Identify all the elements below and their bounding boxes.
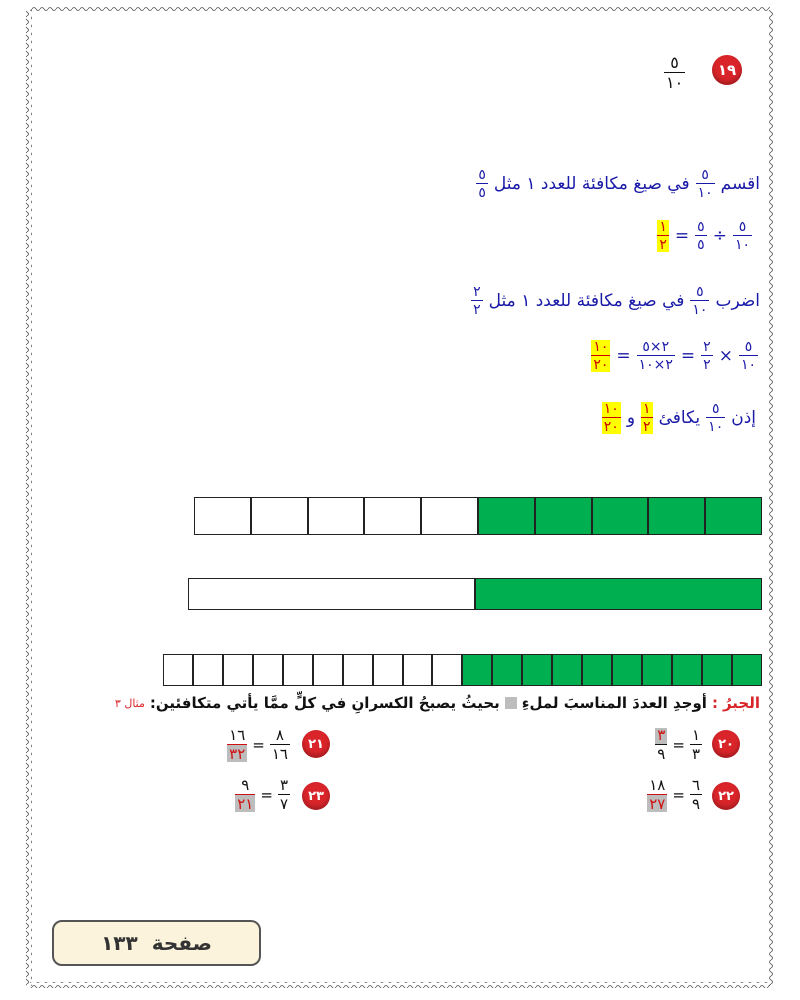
bar-cell-empty (251, 497, 308, 535)
equation-multiply: $\frac{٥}{١٠}$ × $\frac{٢}{٢}$ = $\frac{٢\times ٥}{٢\times ١٠}$ = $\frac{١٠}{٢٠}$ (593, 339, 756, 373)
bar-cell-empty (193, 654, 223, 686)
page-number: ١٣٣ (101, 931, 138, 955)
page-label: صفحة (151, 931, 212, 955)
bar-cell-empty (223, 654, 253, 686)
bar-cell-shaded (642, 654, 672, 686)
example-ref: مثال ٣ (114, 696, 145, 710)
fraction-bar-twentieths (163, 654, 762, 686)
step2-line: اضرب $\frac{٥}{١٠}$ في صيغ مكافئة للعدد ١ مثل $\frac{٢}{٢}$ (473, 284, 760, 318)
exercise-22-badge: ٢٢ (712, 782, 740, 810)
page-number-box (52, 920, 261, 966)
bar-cell-shaded (552, 654, 582, 686)
bar-cell-shaded (732, 654, 762, 686)
bar-cell-shaded (492, 654, 522, 686)
bar-cell-shaded (705, 497, 762, 535)
bar-cell-shaded (535, 497, 592, 535)
exercise-23-badge: ٢٣ (302, 782, 330, 810)
bar-cell-shaded (612, 654, 642, 686)
bar-cell-shaded (478, 497, 535, 535)
bar-cell-shaded (475, 578, 762, 610)
problem-19-fraction: $\frac{٥}{١٠}$ (666, 53, 684, 92)
exercise-21-badge: ٢١ (302, 730, 330, 758)
bar-cell-empty (253, 654, 283, 686)
bar-cell-empty (373, 654, 403, 686)
bar-cell-empty (163, 654, 193, 686)
algebra-title: الجبرُ (722, 694, 760, 712)
step1-line: اقسم $\frac{٥}{١٠}$ في صيغ مكافئة للعدد ١ مثل $\frac{٥}{٥}$ (478, 167, 760, 201)
bar-cell-empty (313, 654, 343, 686)
bar-cell-empty (421, 497, 478, 535)
bar-cell-empty (188, 578, 475, 610)
algebra-instruction: الجبرُ : أوجدِ العددَ المناسبَ لملءِ بحيثُ يصبحُ الكسرانِ في كلٍّ ممَّا يأتي متكافئين: مثال ٣ (114, 694, 760, 712)
bar-cell-empty (194, 497, 251, 535)
bar-cell-shaded (592, 497, 649, 535)
exercise-22: $\frac{٦}{٩}$ = $\frac{١٨}{٢٧}$ (649, 776, 700, 813)
bar-cell-empty (283, 654, 313, 686)
fraction-bar-tenths (194, 497, 762, 535)
bar-cell-shaded (462, 654, 492, 686)
blank-square-icon (505, 697, 517, 709)
bar-cell-empty (403, 654, 433, 686)
bar-cell-shaded (702, 654, 732, 686)
bar-cell-shaded (522, 654, 552, 686)
exercise-21: $\frac{٨}{١٦}$ = $\frac{١٦}{٣٢}$ (229, 726, 288, 763)
exercise-20: $\frac{١}{٣}$ = $\frac{٣}{٩}$ (657, 726, 700, 763)
bar-cell-shaded (648, 497, 705, 535)
bar-cell-empty (432, 654, 462, 686)
conclusion-line: إذن $\frac{٥}{١٠}$ يكافئ $\frac{١}{٢}$ و $\frac{١٠}{٢٠}$ (603, 401, 756, 435)
bar-cell-empty (364, 497, 421, 535)
exercise-23: $\frac{٣}{٧}$ = $\frac{٩}{٢١}$ (237, 776, 288, 813)
bar-cell-shaded (582, 654, 612, 686)
bar-cell-empty (343, 654, 373, 686)
problem-19-badge: ١٩ (712, 55, 742, 85)
bar-cell-shaded (672, 654, 702, 686)
bar-cell-empty (308, 497, 365, 535)
exercise-20-badge: ٢٠ (712, 730, 740, 758)
fraction-bar-halves (188, 578, 762, 610)
equation-divide: $\frac{٥}{١٠}$ ÷ $\frac{٥}{٥}$ = $\frac{١}{٢}$ (659, 219, 750, 253)
